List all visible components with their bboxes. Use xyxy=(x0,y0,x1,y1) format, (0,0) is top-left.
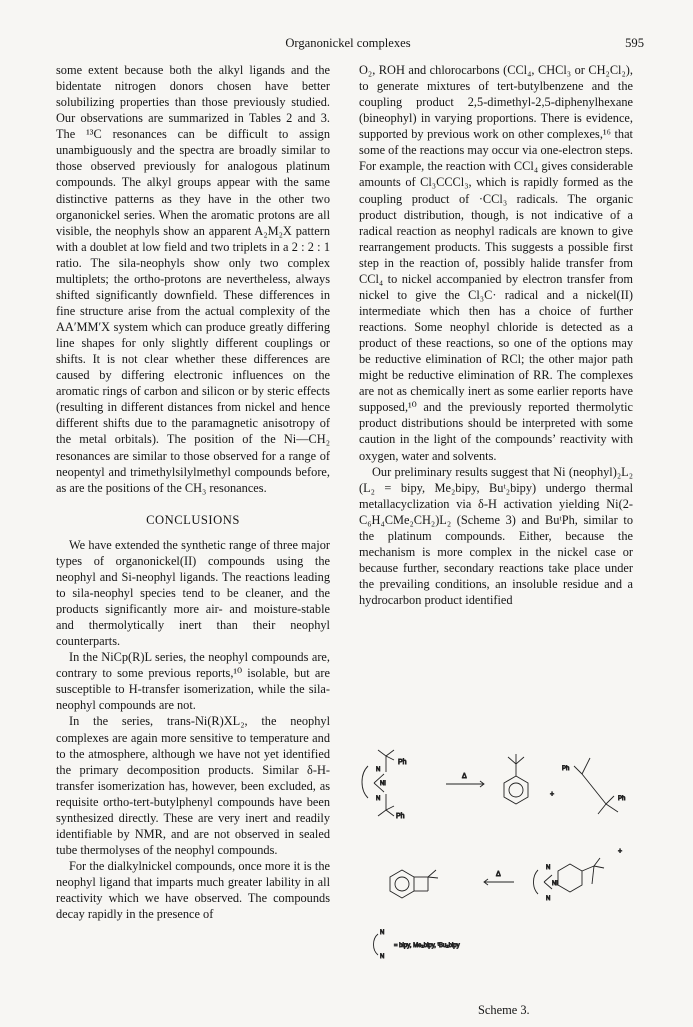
scheme-3-figure xyxy=(356,738,656,963)
n-label-2: N xyxy=(376,796,381,802)
reaction-arrow-back xyxy=(484,871,514,885)
n-label-3: N xyxy=(546,865,551,871)
arrow-heat-label-1: Δ xyxy=(462,773,467,780)
bipy-legend xyxy=(374,930,460,960)
left-paragraph-4: In the series, trans-Ni(R)XL₂, the neophyl complexes are again more sensitive to temperature and to the atmosphere, although we have not yet identified the primary decomposition products. Similar δ-H-transfer isomerization has, however, been excluded, as requisite ortho-tert-butylphenyl compounds have been synthesized directly. These are very inert and readily identifiable by NMR, and are not observed in sealed tube thermolyses of the neophyl compounds. xyxy=(56,714,330,857)
left-paragraph-2: We have extended the synthetic range of three major types of organonickel(II) compounds using the neophyl and Si-neophyl ligands. The reactions leading to sila-neophyl species tend to be cleaner, and the products significantly more air- and moisture-stable and thermolytically inert than their neophyl counterparts. xyxy=(56,537,330,649)
scheme-caption: Scheme 3. xyxy=(478,1003,530,1017)
legend-text: = bipy, Me₂bipy, ᵗBu₂bipy xyxy=(394,943,460,949)
n-label-legend-2: N xyxy=(380,954,385,960)
left-paragraph-3: In the NiCp(R)L series, the neophyl compounds are, contrary to some previous reports,¹⁰ isolable, but are susceptible to H-transfer isomerization, while the sila-neophyl compounds are not. xyxy=(56,650,330,713)
n-label-legend-1: N xyxy=(380,930,385,936)
tert-butylbenzene-structure xyxy=(504,754,528,804)
ph-label-bineophyl-1: Ph xyxy=(562,766,570,772)
page-header xyxy=(52,36,644,54)
n-label-4: N xyxy=(546,896,551,902)
scheme-3-drawing xyxy=(356,738,656,963)
arrow-heat-label-2: Δ xyxy=(496,871,501,878)
right-column xyxy=(359,62,633,608)
conclusions-heading: CONCLUSIONS xyxy=(146,512,240,527)
ph-label-bottom: Ph xyxy=(396,813,405,820)
ph-label-top: Ph xyxy=(398,759,407,766)
page-number: 595 xyxy=(625,36,644,50)
benzocyclobutene-structure xyxy=(390,870,438,898)
left-paragraph-1: some extent because both the alkyl ligands and the bidentate nitrogen donors chosen have better solubilizing properties than those previously studied. Our observations are summarized in Tables 2 and 3. The ¹³C resonances can be difficult to assign unambiguously and the spectra are broadly similar to those observed previously for analogous platinum compounds. The alkyl groups appear with the same distinctive patterns as they have in the other two organonickel series. When the aromatic protons are all visible, the neophyls show an apparent A₂M₂X pattern with a doublet at low field and two triplets in a 2 : 2 : 1 ratio. The sila-neophyls show only two complex multiplets; the ortho-protons are nevertheless, always shifted significantly downfield. These differences in fine structure arise from the actual complexity of the AA′MM′X system which can produce greatly differing line shapes for only slightly different couplings or shifts. It is not clear whether these differences are caused by differing electronic influences on the aromatic rings of carbon and silicon or by steric effects (resulting in different distances from nickel and hence different shifts due to the paramagnetic anisotropy of the metal orbitals). The position of the Ni—CH₂ resonances are similar to those observed for a range of neopentyl and trimethylsilylmethyl compounds before, as are the positions of the CH₃ resonances. xyxy=(56,63,330,495)
running-title: Organonickel complexes xyxy=(285,36,411,50)
bineophyl-structure xyxy=(562,758,625,814)
ni-label-left: Ni xyxy=(380,781,386,787)
nickelacycle-structure xyxy=(534,858,605,902)
reaction-arrow-forward xyxy=(446,773,484,787)
left-paragraph-5: For the dialkylnickel compounds, once more it is the neophyl ligand that imparts much greater lability in all reactivity which we have observed. The compounds decay rapidly in the presence of xyxy=(56,859,330,922)
n-label-1: N xyxy=(376,767,381,773)
plus-sign-2: + xyxy=(618,848,623,855)
right-paragraph-2: Our preliminary results suggest that Ni (neophyl)₂L₂ (L₂ = bipy, Me₂bipy, Buᵗ₂bipy) undergo thermal metallacyclization via δ-H activation yielding Ni(2-C₆H₄CMe₂CH₂)L₂ (Scheme 3) and BuᵗPh, similar to the platinum compounds. Either, because the mechanism is more complex in the nickel case or because further, secondary reactions take place under the prevailing conditions, an insoluble residue and a hydrocarbon product identified xyxy=(359,464,633,608)
ph-label-bineophyl-2: Ph xyxy=(618,796,626,802)
plus-sign-1: + xyxy=(550,791,555,798)
left-column xyxy=(56,62,330,922)
nickel-bis-neophyl-complex xyxy=(362,750,407,820)
ni-label-right: Ni xyxy=(552,881,558,887)
right-paragraph-1: O₂, ROH and chlorocarbons (CCl₄, CHCl₃ or CH₂Cl₂), to generate mixtures of tert-butylbenzene and the coupling product 2,5-dimethyl-2,5-diphenylhexane (bineophyl) in varying proportions. There is evidence, supported by previous work on other complexes,¹⁶ that some of the reactions may occur via one-electron steps. For example, the reaction with CCl₄ gives considerable amounts of Cl₃CCCl₃, which is rapidly formed as the coupling product of ·CCl₃ radicals. The organic product distribution, though, is not indicative of a radical reaction as neophyl radicals are known to give rearrangement products. This suggests a possible first step in the reaction of, possibly halide transfer from CCl₄ to nickel accompanied by electron transfer from nickel to give the Cl₃C· radical and a nickel(II) intermediate which then has a choice of further reactions. Some neophyl chloride is detected as a product of these reactions, so one of the options may be reductive elimination of RCl; the other major path might be reductive elimination of RR. The complexes are not as chemically inert as some earlier reports have supposed,¹⁰ and the previously reported thermolytic product distributions should be interpreted with some caution in the light of the compounds’ reactivity with oxygen, water and solvents. xyxy=(359,63,633,463)
